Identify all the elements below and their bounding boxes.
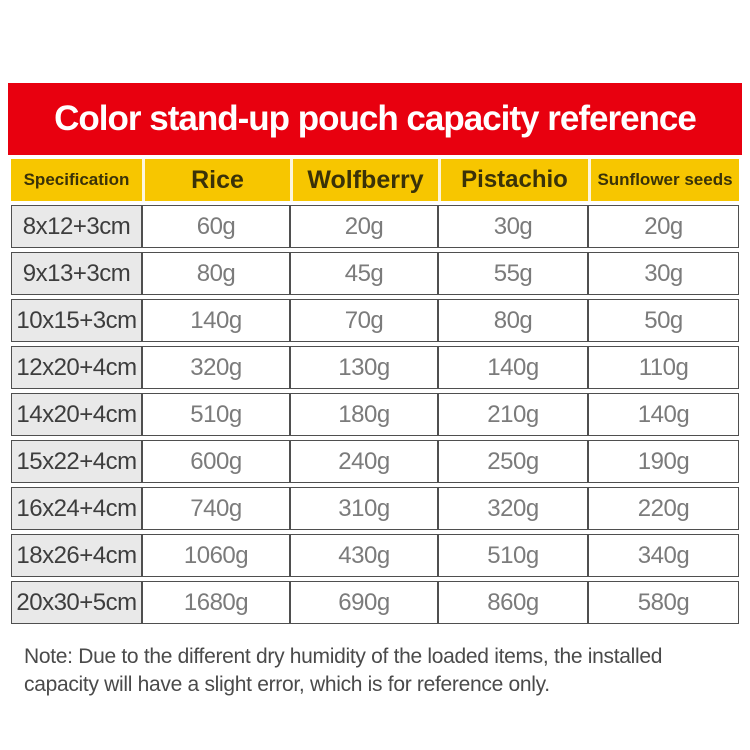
value-cell: 580g [588, 581, 739, 624]
spec-cell: 20x30+5cm [11, 581, 142, 624]
capacity-table [11, 155, 739, 628]
column-header-wolfberry: Wolfberry [290, 159, 438, 201]
value-cell: 210g [438, 393, 588, 436]
table-row [11, 440, 739, 483]
value-cell: 250g [438, 440, 588, 483]
value-cell: 1680g [142, 581, 290, 624]
spec-cell: 8x12+3cm [11, 205, 142, 248]
column-header-pistachio: Pistachio [438, 159, 588, 201]
column-header-specification: Specification [11, 159, 142, 201]
spec-cell: 10x15+3cm [11, 299, 142, 342]
value-cell: 130g [290, 346, 438, 389]
value-cell: 60g [142, 205, 290, 248]
value-cell: 110g [588, 346, 739, 389]
value-cell: 45g [290, 252, 438, 295]
value-cell: 190g [588, 440, 739, 483]
value-cell: 55g [438, 252, 588, 295]
value-cell: 140g [438, 346, 588, 389]
column-header-rice: Rice [142, 159, 290, 201]
value-cell: 600g [142, 440, 290, 483]
value-cell: 240g [290, 440, 438, 483]
page-title: Color stand-up pouch capacity reference [54, 99, 696, 138]
value-cell: 70g [290, 299, 438, 342]
spec-cell: 18x26+4cm [11, 534, 142, 577]
value-cell: 140g [588, 393, 739, 436]
spec-cell: 14x20+4cm [11, 393, 142, 436]
value-cell: 430g [290, 534, 438, 577]
spec-cell: 16x24+4cm [11, 487, 142, 530]
table-row [11, 581, 739, 624]
value-cell: 140g [142, 299, 290, 342]
title-banner [8, 83, 742, 155]
value-cell: 80g [438, 299, 588, 342]
value-cell: 80g [142, 252, 290, 295]
spec-cell: 15x22+4cm [11, 440, 142, 483]
value-cell: 20g [588, 205, 739, 248]
table-row [11, 393, 739, 436]
table-row [11, 205, 739, 248]
spec-cell: 9x13+3cm [11, 252, 142, 295]
value-cell: 220g [588, 487, 739, 530]
value-cell: 50g [588, 299, 739, 342]
value-cell: 30g [588, 252, 739, 295]
header-row [11, 159, 739, 201]
value-cell: 320g [438, 487, 588, 530]
value-cell: 510g [438, 534, 588, 577]
note-text: Note: Due to the different dry humidity of the loaded items, the installed capacity will have a slight error, which is for reference only. [24, 645, 663, 696]
table-row [11, 534, 739, 577]
table-row [11, 487, 739, 530]
value-cell: 320g [142, 346, 290, 389]
value-cell: 690g [290, 581, 438, 624]
value-cell: 340g [588, 534, 739, 577]
table-row [11, 346, 739, 389]
spec-cell: 12x20+4cm [11, 346, 142, 389]
value-cell: 20g [290, 205, 438, 248]
value-cell: 860g [438, 581, 588, 624]
value-cell: 180g [290, 393, 438, 436]
value-cell: 1060g [142, 534, 290, 577]
table-row [11, 299, 739, 342]
column-header-sunflower-seeds: Sunflower seeds [588, 159, 739, 201]
value-cell: 510g [142, 393, 290, 436]
value-cell: 310g [290, 487, 438, 530]
value-cell: 30g [438, 205, 588, 248]
value-cell: 740g [142, 487, 290, 530]
table-row [11, 252, 739, 295]
